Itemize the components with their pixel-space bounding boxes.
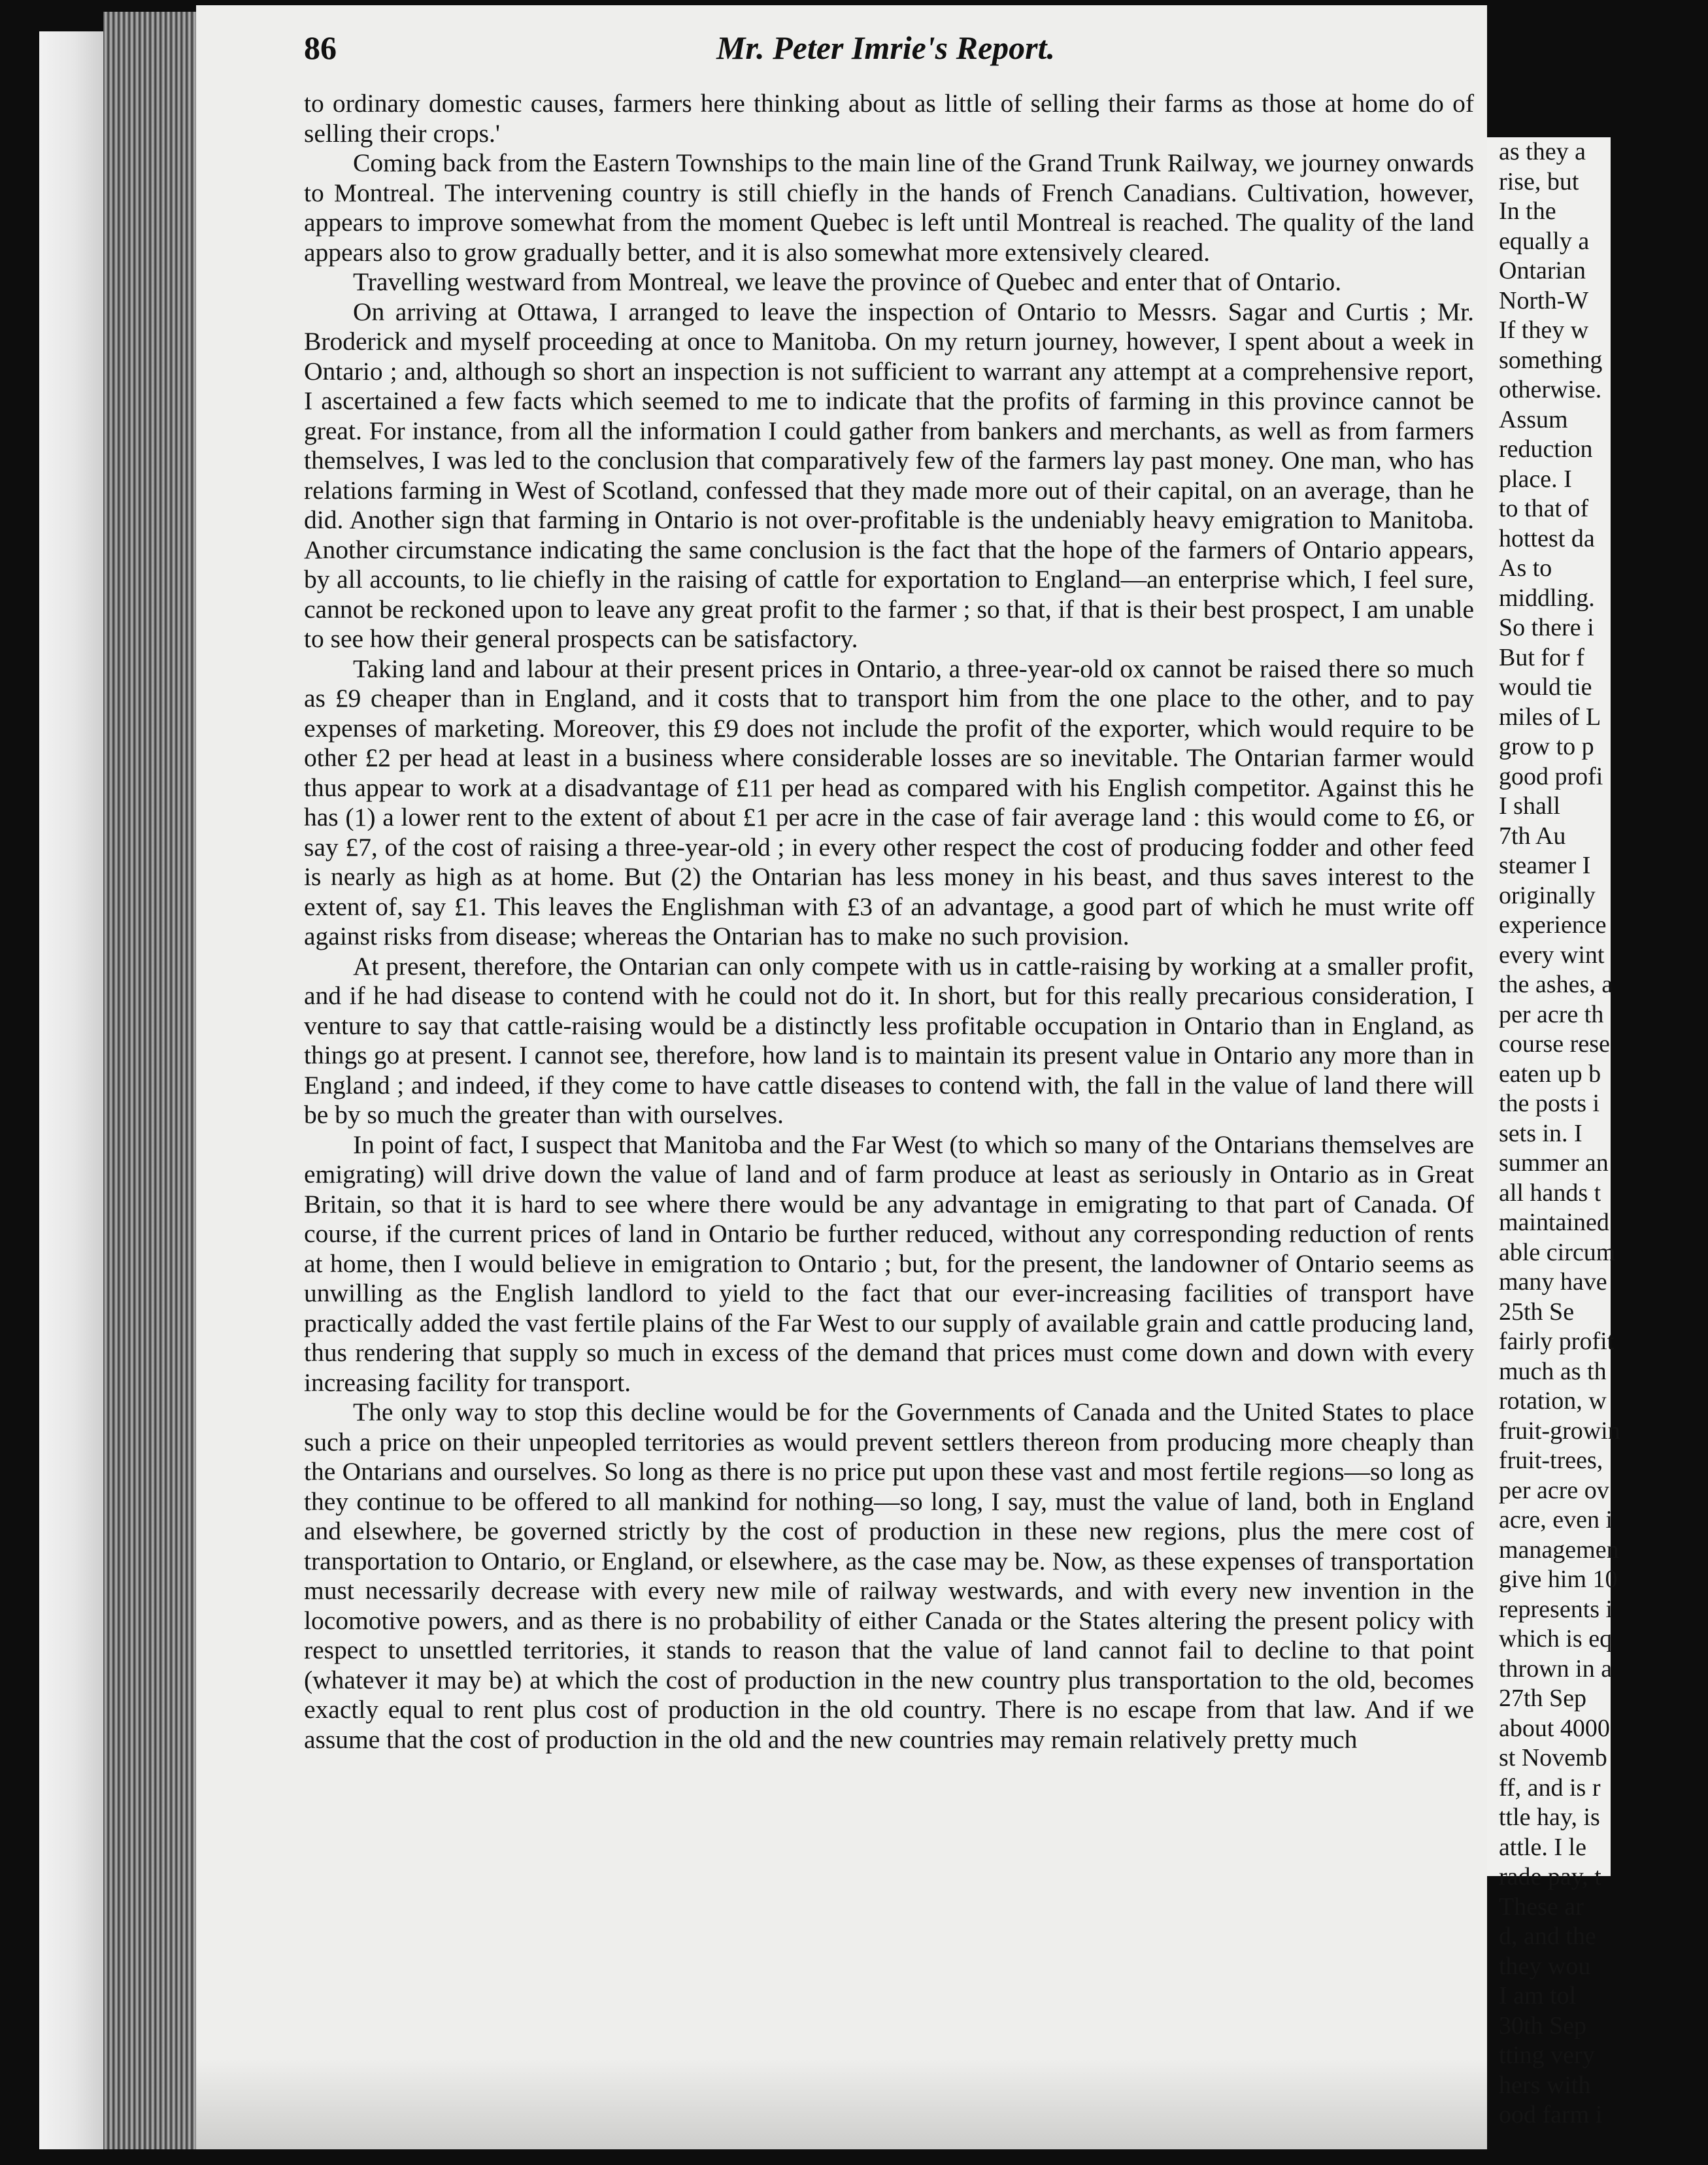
facing-page-line: good profi — [1499, 762, 1603, 790]
facing-page-line: grow to p — [1499, 733, 1594, 760]
facing-page-line: attle. I le — [1499, 1833, 1586, 1861]
facing-page-line: summer an — [1499, 1149, 1609, 1177]
facing-page-line: would tie — [1499, 673, 1592, 701]
page-number: 86 — [304, 29, 337, 66]
paragraph: At present, therefore, the Ontarian can only compete with us in cattle-raising by working at a smaller profit, and if he had disease to contend with he could not do it. In short, but for this really precarious consideration, I venture to say that cattle-raising would be a distinctly less profitable occupation in Ontario than in England, as things go at present. I cannot see, therefore, how land is to maintain its present value in Ontario any more than in England ; and indeed, if they come to have cattle diseases to contend with, the fall in the value of land there will be by so much the greater than with ourselves. — [304, 951, 1474, 1129]
book-page — [196, 5, 1487, 2149]
facing-page-line: middling. — [1499, 584, 1595, 612]
paragraph: The only way to stop this decline would be for the Governments of Canada and the United States to place such a price on their unpeopled territories as would prevent settlers thereon from producing more cheaply than the Ontarians and ourselves. So long as there is no price put upon these vast and most fertile regions—so long as they continue to be offered to all mankind for nothing—so long, I say, must the value of land, both in England and elsewhere, be governed strictly by the cost of production in these new regions, plus the mere cost of transportation to Ontario, or England, or elsewhere, as the case may be. Now, as these expenses of transportation must necessarily decrease with every new mile of railway westwards, and with every new invention in the locomotive powers, and as there is no probability of either Canada or the States altering the present policy with respect to unsettled territories, it stands to reason that the value of land cannot fail to decline to that point (whatever it may be) at which the cost of production in the new country plus transportation to the old, becomes exactly equal to rent plus cost of production in the old country. There is no escape from that law. And if we assume that the cost of production in the old and the new countries may remain relatively pretty much — [304, 1398, 1474, 1754]
facing-page-line: which is eq — [1499, 1625, 1613, 1653]
facing-page-line: st Novemb — [1499, 1744, 1607, 1771]
facing-page-text — [1499, 137, 1708, 2130]
book-left-margin — [39, 31, 103, 2149]
facing-page-line: 25th Se — [1499, 1298, 1575, 1326]
facing-page-line: tting very — [1499, 2041, 1595, 2069]
page-header — [304, 25, 1467, 77]
facing-page-line: experience — [1499, 911, 1607, 939]
paragraph: In point of fact, I suspect that Manitoba and the Far West (to which so many of the Ontarians themselves are emigrating) will drive down the value of land and of farm produce at least as seriously in Ontario as in Great Britain, so that it is hard to see where there would be any advantage in emigrating to that part of Canada. Of course, if the current prices of land in Ontario be further reduced, without any corresponding reduction of rents at home, then I would believe in emigration to Ontario ; but, for the present, the landowner of Ontario seems as unwilling as the English landlord to yield to the fact that our ever-increasing facilities of transport have practically added the vast fertile plains of the Far West to our supply of available grain and cattle producing land, thus rendering that supply so much in excess of the demand that prices must come down and down with every increasing facility for transport. — [304, 1130, 1474, 1397]
facing-page-line: reduction — [1499, 435, 1593, 463]
facing-page-line: per acre ov — [1499, 1476, 1609, 1504]
facing-page-line: I am tol — [1499, 1982, 1577, 2009]
facing-page-line: d, and the — [1499, 1922, 1596, 1950]
facing-page-line: eaten up b — [1499, 1060, 1601, 1088]
facing-page-line: sets in. I — [1499, 1119, 1582, 1147]
facing-page-line: As to — [1499, 554, 1552, 582]
facing-page-line: So there i — [1499, 614, 1594, 641]
facing-page-line: Ontarian — [1499, 257, 1586, 284]
page-body — [304, 89, 1474, 1754]
facing-page-line: fruit-trees, — [1499, 1447, 1603, 1474]
facing-page-line: If they w — [1499, 316, 1589, 344]
facing-page-line: every wint — [1499, 941, 1605, 969]
facing-page-line: hottest da — [1499, 524, 1595, 552]
facing-page-line: hers with — [1499, 2071, 1591, 2099]
facing-page-line: I shall — [1499, 792, 1560, 820]
facing-page-line: ff, and is r — [1499, 1773, 1601, 1802]
facing-page-line: the ashes, a — [1499, 971, 1613, 998]
facing-page-line: In the — [1499, 197, 1556, 225]
page-bottom-shadow — [196, 2059, 1487, 2149]
facing-page-line: about 4000 — [1499, 1714, 1610, 1742]
paragraph: to ordinary domestic causes, farmers here thinking about as little of selling their farms as those at home do of selling their crops.' — [304, 89, 1474, 148]
facing-page-line: 27th Sep — [1499, 1685, 1587, 1712]
facing-page-line: 30th Sep — [1499, 2011, 1587, 2039]
facing-page-line: something — [1499, 346, 1603, 374]
facing-page-line: thrown in a — [1499, 1654, 1613, 1683]
facing-page-line: originally — [1499, 881, 1596, 909]
book-page-edges — [103, 12, 196, 2149]
facing-page-line: North-W — [1499, 286, 1589, 314]
facing-page-line: as they a — [1499, 138, 1586, 165]
facing-page-line: per acre th — [1499, 1000, 1604, 1028]
paragraph: Coming back from the Eastern Townships to the main line of the Grand Trunk Railway, we journey onwards to Montreal. The intervening country is still chiefly in the hands of French Canadians. Cultivation, however, appears to improve somewhat from the moment Quebec is left until Montreal is reached. The quality of the land appears also to grow gradually better, and it is also somewhat more extensively cleared. — [304, 148, 1474, 267]
facing-page-line: they wou — [1499, 1952, 1591, 1980]
facing-page-line: rade pay, t — [1499, 1863, 1601, 1890]
facing-page-line: much as th — [1499, 1357, 1607, 1385]
facing-page-line: otherwise. — [1499, 376, 1602, 403]
facing-page-line: represents i — [1499, 1595, 1613, 1623]
facing-page-line: able circum — [1499, 1238, 1616, 1266]
facing-page-line: ood farm i — [1499, 2101, 1603, 2128]
facing-page-line: These ar — [1499, 1892, 1584, 1921]
facing-page-line: place. I — [1499, 465, 1572, 493]
facing-page-line: ttle hay, is — [1499, 1804, 1600, 1831]
facing-page-line: maintained — [1499, 1209, 1609, 1236]
facing-page-line: Assum — [1499, 405, 1568, 433]
facing-page-line: fairly profit — [1499, 1328, 1615, 1355]
paragraph: Taking land and labour at their present prices in Ontario, a three-year-old ox cannot be raised there so much as £9 cheaper than in England, and it costs that to transport him from the one place to the other, and to pay expenses of marketing. Moreover, this £9 does not include the profit of the exporter, which would require to be other £2 per head at least in a business where considerable losses are so inevitable. The Ontarian farmer would thus appear to work at a disadvantage of £11 per head as compared with his English competitor. Against this he has (1) a lower rent to the extent of about £1 per acre in the case of fair average land : this would come to £6, or say £7, of the cost of raising a three-year-old ; in every other respect the cost of producing fodder and other feed is nearly as high as at home. But (2) the Ontarian has less money in his beast, and thus saves interest to the extent of, say £1. This leaves the Englishman with £3 of an advantage, a good part of which he must write off against risks from disease; whereas the Ontarian has to make no such provision. — [304, 654, 1474, 950]
facing-page-line: give him 10 — [1499, 1566, 1618, 1593]
running-head: Mr. Peter Imrie's Report. — [716, 29, 1056, 66]
facing-page-line: steamer I — [1499, 852, 1591, 879]
facing-page-line: the posts i — [1499, 1090, 1600, 1117]
facing-page-line: many have — [1499, 1268, 1607, 1296]
facing-page-line: But for f — [1499, 643, 1584, 671]
facing-page-fragment — [1487, 137, 1620, 2128]
facing-page-line: course rese — [1499, 1030, 1610, 1058]
facing-page-line: equally a — [1499, 227, 1590, 255]
facing-page-line: all hands t — [1499, 1179, 1601, 1207]
facing-page-line: rotation, w — [1499, 1387, 1607, 1415]
facing-page-line: managemen — [1499, 1536, 1619, 1564]
facing-page-line: to that of — [1499, 495, 1589, 522]
facing-page-line: acre, even i — [1499, 1506, 1613, 1534]
facing-page-line: fruit-growin — [1499, 1417, 1620, 1445]
paragraph: Travelling westward from Montreal, we leave the province of Quebec and enter that of Ontario. — [353, 267, 1342, 296]
facing-page-line: rise, but — [1499, 167, 1579, 195]
paragraph: On arriving at Ottawa, I arranged to leave the inspection of Ontario to Messrs. Sagar and Curtis ; Mr. Broderick and myself proceeding at once to Manitoba. On my return journey, however, I spent about a week in Ontario ; and, although so short an inspection is not sufficient to warrant any attempt at a comprehensive report, I ascertained a few facts which seemed to me to indicate that the profits of farming in this province cannot be great. For instance, from all the information I could gather from bankers and merchants, as well as from farmers themselves, I was led to the conclusion that comparatively few of the farmers lay past money. One man, who has relations farming in West of Scotland, confessed that they made more out of their capital, on an average, than he did. Another sign that farming in Ontario is not over-profitable is the undeniably heavy emigration to Manitoba. Another circumstance indicating the same conclusion is the fact that the hope of the farmers of Ontario appears, by all accounts, to lie chiefly in the raising of cattle for exportation to England—an enterprise which, I feel sure, cannot be reckoned upon to leave any great profit to the farmer ; so that, if that is their best prospect, I am unable to see how their general prospects can be satisfactory. — [304, 297, 1474, 653]
facing-page-line: 7th Au — [1499, 822, 1566, 850]
facing-page-line: miles of L — [1499, 703, 1601, 731]
